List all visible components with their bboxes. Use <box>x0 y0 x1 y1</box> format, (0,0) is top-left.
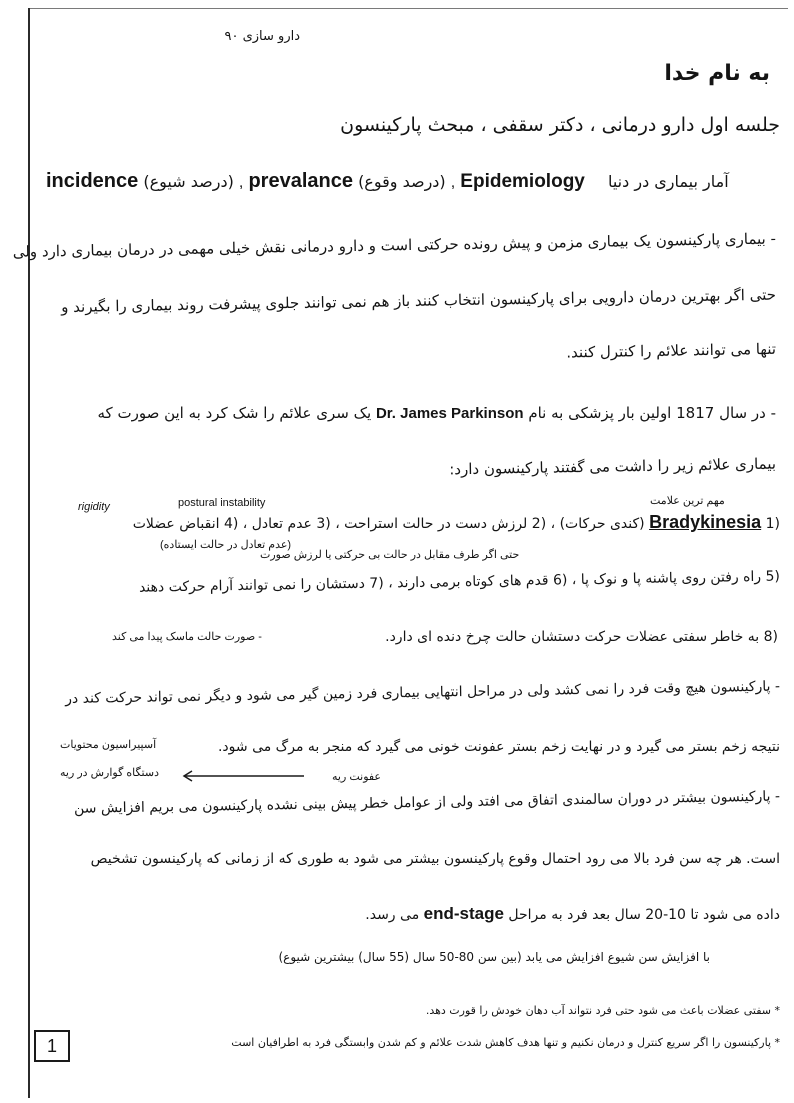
dr-parkinson-name: Dr. James Parkinson <box>375 405 524 422</box>
most-important-note: مهم ترین علامت <box>650 495 725 507</box>
course-label: دارو سازی ۹۰ <box>224 29 300 44</box>
symptoms-line-1-rest: (کندی حرکات) ، (2 لرزش دست در حالت استراحت ، (3 عدم تعادل ، (4 انقباض عضلات <box>132 516 645 532</box>
postural-sub-note: (عدم تعادل در حالت ایستاده) <box>160 539 292 551</box>
top-rule <box>28 8 788 9</box>
incidence-term: incidence <box>46 170 139 192</box>
paragraph-4-line-1: - پارکینسون بیشتر در دوران سالمندی اتفاق می افتد ولی از عوامل خطر پیش بینی نشده پارکینسون می بریم افزایش سن <box>73 788 781 817</box>
symptoms-line-2: (5 راه رفتن روی پاشنه پا و نوک پا ، (6 قدم های کوتاه برمی دارند ، (7 دستشان را نمی توانند آرام حرکت دهند <box>138 568 781 596</box>
paragraph-2-line-2: بیماری علائم زیر را داشت می گفتند پارکینسون دارد: <box>449 454 777 479</box>
prevalance-fa: (درصد وقوع) <box>358 172 446 191</box>
paragraph-2-line-1 <box>40 404 776 422</box>
postural-note: postural instability <box>178 497 266 509</box>
paragraph-1-line-1: - بیماری پارکینسون یک بیماری مزمن و پیش رونده حرکتی است و دارو درمانی نقش خیلی مهمی در درمان بیماری دارد ولی <box>12 229 777 261</box>
incidence-fa: (درصد شیوع) <box>143 172 234 191</box>
prevalance-term: prevalance <box>248 170 353 192</box>
bismillah: به نام خدا <box>664 61 770 86</box>
paragraph-4-line-3 <box>200 904 780 924</box>
margin-line <box>28 8 30 1098</box>
paragraph-1-line-2: حتی اگر بهترین درمان دارویی برای پارکینسون انتخاب کنند باز هم نمی توانند جلوی پیشرفت روند بیماری را بگیرند و <box>61 285 777 317</box>
paragraph-2-part-a: - در سال 1817 اولین بار پزشکی به نام <box>528 404 776 422</box>
paragraph-4-part-a: داده می شود تا 10-20 سال بعد فرد به مراحل <box>508 907 780 923</box>
mask-face-note: - صورت حالت ماسک پیدا می کند <box>112 631 262 643</box>
epidemiology-intro: آمار بیماری در دنیا <box>607 172 729 191</box>
epidemiology-term: Epidemiology <box>460 171 585 192</box>
paragraph-3-line-1: - پارکینسون هیچ وقت فرد را نمی کشد ولی در مراحل انتهایی بیماری فرد زمین گیر می شود و دیگر نمی تواند حرکت کند در <box>65 678 781 708</box>
footnote-1: * سفتی عضلات باعث می شود حتی فرد نتواند آب دهان خودش را قورت دهد. <box>425 1004 780 1017</box>
paragraph-1-line-3: تنها می توانند علائم را کنترل کنند. <box>566 339 777 362</box>
gi-contents-note: دستگاه گوارش در ریه <box>60 767 159 779</box>
paragraph-4-part-b: می رسد. <box>365 907 420 923</box>
end-stage-term: end-stage <box>423 904 504 923</box>
paragraph-2-part-b: یک سری علائم را شک کرد به این صورت که <box>97 404 372 422</box>
aspiration-note: آسپیراسیون محتویات <box>60 739 157 751</box>
paragraph-4-line-2: است. هر چه سن فرد بالا می رود احتمال وقوع پارکینسون بیشتر می شود به طوری که از زمانی که پارکینسون تشخیص <box>90 851 780 867</box>
page-number: 1 <box>34 1030 70 1062</box>
tremor-sub-note: حتی اگر طرف مقابل در حالت بی حرکتی یا لرزش صورت <box>260 549 520 561</box>
symptoms-line-1 <box>40 512 780 533</box>
footnote-2: * پارکینسون را اگر سریع کنترل و درمان نکنیم و تنها هدف کاهش شدت علائم و کم شدن وابستگی فرد به اطرافیان است <box>231 1036 780 1049</box>
epidemiology-line: incidence (درصد شیوع) , prevalance (درصد وقوع) , Epidemiology آمار بیماری در دنیا <box>46 170 729 192</box>
session-title: جلسه اول دارو درمانی ، دکتر سقفی ، مبحث پارکینسون <box>340 114 780 136</box>
symptoms-line-3: (8 به خاطر سفتی عضلات حرکت دستشان حالت چرخ دنده ای دارد. <box>385 629 778 645</box>
lung-infection-note: عفونت ریه <box>332 771 382 783</box>
paragraph-3-line-2: نتیجه زخم بستر می گیرد و در نهایت زخم بستر عفونت خونی می گیرد که منجر به مرگ می شود. <box>217 739 780 755</box>
age-prevalence-note: با افزایش سن شیوع افزایش می یابد (بین سن 80-50 سال (55 سال) بیشترین شیوع) <box>278 950 710 964</box>
bradykinesia-term: Bradykinesia <box>649 512 762 532</box>
rigidity-note: rigidity <box>78 501 110 513</box>
arrow-icon <box>180 768 310 784</box>
symptom-1-number: (1 <box>765 516 780 532</box>
